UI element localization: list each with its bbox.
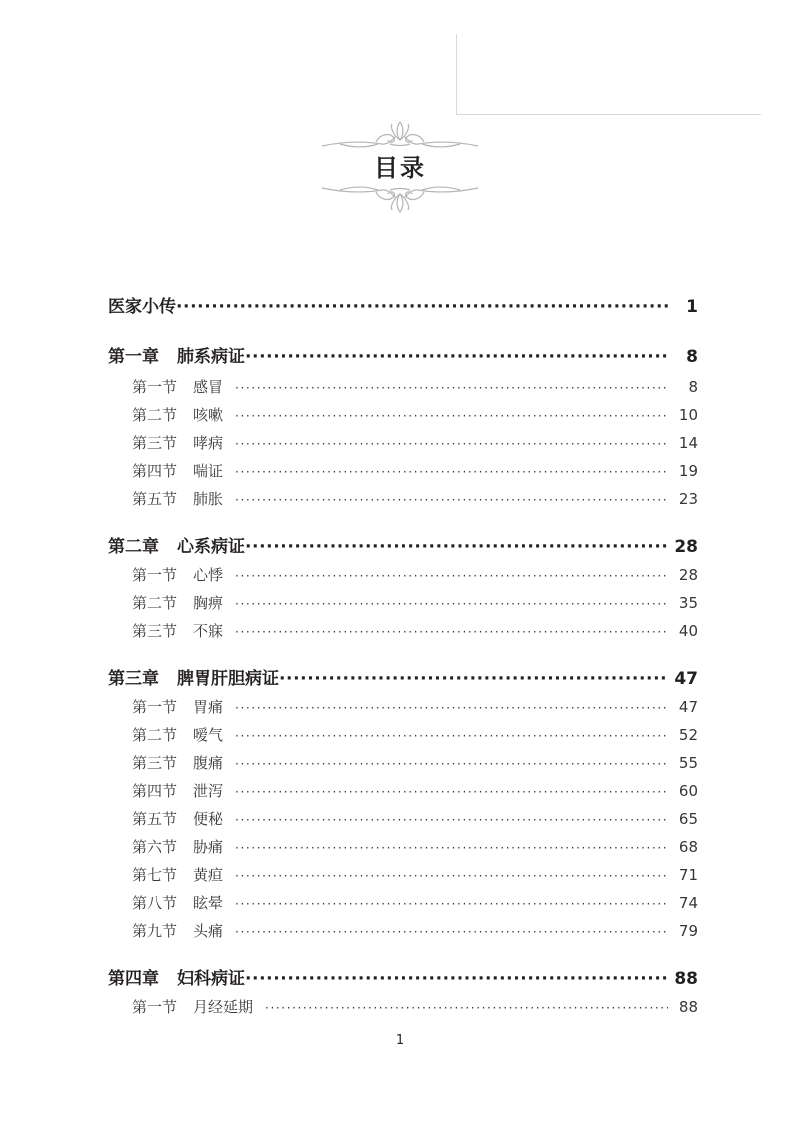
entry-page-number: 74 bbox=[678, 894, 698, 912]
section-number: 第二节 bbox=[132, 594, 178, 612]
entry-page-number: 1 bbox=[686, 297, 698, 317]
entry-title: 月经延期 bbox=[193, 998, 254, 1016]
entry-page-number: 28 bbox=[674, 537, 698, 557]
dot-leader bbox=[235, 782, 668, 800]
section-number: 第七节 bbox=[132, 866, 178, 884]
toc-entry-label bbox=[108, 342, 245, 367]
toc-entry-label bbox=[132, 432, 223, 453]
entry-title: 眩晕 bbox=[193, 894, 224, 912]
entry-title: 感冒 bbox=[193, 378, 224, 396]
toc-section-entry[interactable] bbox=[132, 460, 698, 481]
entry-page-number: 10 bbox=[678, 406, 698, 424]
toc-entry-label bbox=[132, 564, 223, 585]
toc-entry-label bbox=[132, 836, 223, 857]
entry-page-number: 55 bbox=[678, 754, 698, 772]
entry-page-number: 88 bbox=[678, 998, 698, 1016]
entry-page-number: 47 bbox=[674, 669, 698, 689]
dot-leader bbox=[235, 838, 668, 856]
toc-entry-label bbox=[132, 592, 223, 613]
entry-page-number: 8 bbox=[686, 347, 698, 367]
toc-entry-label bbox=[132, 808, 223, 829]
toc-section-entry[interactable] bbox=[132, 836, 698, 857]
section-number: 第二节 bbox=[132, 406, 178, 424]
toc-entry-label bbox=[132, 864, 223, 885]
dot-leader bbox=[235, 922, 668, 940]
toc-entry-label bbox=[132, 892, 223, 913]
toc-section-entry[interactable] bbox=[132, 864, 698, 885]
dot-leader bbox=[245, 537, 668, 557]
toc-section-entry[interactable] bbox=[132, 432, 698, 453]
entry-page-number: 28 bbox=[678, 566, 698, 584]
entry-page-number: 47 bbox=[678, 698, 698, 716]
toc-section-entry[interactable] bbox=[132, 404, 698, 425]
dot-leader bbox=[235, 622, 668, 640]
toc-chapter-entry[interactable] bbox=[108, 342, 698, 367]
dot-leader bbox=[235, 434, 668, 452]
section-number: 第三节 bbox=[132, 754, 178, 772]
dot-leader bbox=[235, 594, 668, 612]
entry-title: 腹痛 bbox=[193, 754, 224, 772]
entry-page-number: 65 bbox=[678, 810, 698, 828]
toc-section-entry[interactable] bbox=[132, 808, 698, 829]
entry-title: 肺系病证 bbox=[177, 347, 245, 367]
corner-frame-decoration bbox=[456, 34, 761, 115]
entry-title: 胁痛 bbox=[193, 838, 224, 856]
entry-page-number: 35 bbox=[678, 594, 698, 612]
toc-entry-label bbox=[132, 460, 223, 481]
entry-title: 心系病证 bbox=[177, 537, 245, 557]
entry-title: 咳嗽 bbox=[193, 406, 224, 424]
page-number: 1 bbox=[395, 1033, 405, 1048]
entry-title: 喘证 bbox=[193, 462, 224, 480]
toc-chapter-entry[interactable] bbox=[108, 964, 698, 989]
entry-page-number: 60 bbox=[678, 782, 698, 800]
toc-entry-label bbox=[108, 964, 245, 989]
section-number: 第一节 bbox=[132, 698, 178, 716]
toc-entry-label bbox=[108, 292, 176, 317]
entry-page-number: 79 bbox=[678, 922, 698, 940]
toc-entry-label bbox=[132, 920, 223, 941]
dot-leader bbox=[235, 698, 668, 716]
section-number: 第二节 bbox=[132, 726, 178, 744]
section-number: 第八节 bbox=[132, 894, 178, 912]
entry-title: 医家小传 bbox=[108, 297, 176, 317]
toc-entry-label bbox=[132, 696, 223, 717]
toc-entry-label bbox=[132, 376, 223, 397]
dot-leader bbox=[235, 866, 668, 884]
toc-entry-label bbox=[132, 620, 223, 641]
toc-section-entry[interactable] bbox=[132, 564, 698, 585]
section-number: 第六节 bbox=[132, 838, 178, 856]
entry-title: 哮病 bbox=[193, 434, 224, 452]
dot-leader bbox=[235, 378, 668, 396]
toc-entry-label bbox=[132, 488, 223, 509]
entry-page-number: 88 bbox=[674, 969, 698, 989]
toc-section-entry[interactable] bbox=[132, 592, 698, 613]
entry-title: 妇科病证 bbox=[177, 969, 245, 989]
toc-section-entry[interactable] bbox=[132, 752, 698, 773]
section-number: 第三节 bbox=[132, 622, 178, 640]
toc-section-entry[interactable] bbox=[132, 696, 698, 717]
toc-section-entry[interactable] bbox=[132, 920, 698, 941]
entry-title: 便秘 bbox=[193, 810, 224, 828]
entry-title: 心悸 bbox=[193, 566, 224, 584]
entry-title: 脾胃肝胆病证 bbox=[177, 669, 279, 689]
entry-page-number: 14 bbox=[678, 434, 698, 452]
dot-leader bbox=[235, 810, 668, 828]
toc-entry-label bbox=[132, 724, 223, 745]
toc-section-entry[interactable] bbox=[132, 996, 698, 1017]
title-block bbox=[300, 118, 500, 218]
toc-chapter-entry[interactable] bbox=[108, 664, 698, 689]
section-number: 第四节 bbox=[132, 782, 178, 800]
dot-leader bbox=[245, 347, 668, 367]
section-number: 第一节 bbox=[132, 566, 178, 584]
chapter-number: 第一章 bbox=[108, 347, 159, 367]
entry-title: 泄泻 bbox=[193, 782, 224, 800]
entry-page-number: 68 bbox=[678, 838, 698, 856]
section-number: 第一节 bbox=[132, 998, 178, 1016]
toc-section-entry[interactable] bbox=[132, 376, 698, 397]
section-number: 第五节 bbox=[132, 810, 178, 828]
entry-page-number: 19 bbox=[678, 462, 698, 480]
entry-page-number: 52 bbox=[678, 726, 698, 744]
entry-title: 头痛 bbox=[193, 922, 224, 940]
page-title: 目录 bbox=[374, 154, 426, 182]
section-number: 第一节 bbox=[132, 378, 178, 396]
toc-entry-label bbox=[108, 664, 279, 689]
dot-leader bbox=[235, 490, 668, 508]
chapter-number: 第四章 bbox=[108, 969, 159, 989]
section-number: 第三节 bbox=[132, 434, 178, 452]
chapter-number: 第二章 bbox=[108, 537, 159, 557]
section-number: 第四节 bbox=[132, 462, 178, 480]
ornament-bottom-icon bbox=[320, 182, 480, 216]
entry-page-number: 40 bbox=[678, 622, 698, 640]
toc-entry-label bbox=[132, 752, 223, 773]
toc-section-entry[interactable] bbox=[132, 724, 698, 745]
toc-entry-label bbox=[132, 780, 223, 801]
toc-section-entry[interactable] bbox=[132, 780, 698, 801]
dot-leader bbox=[235, 726, 668, 744]
entry-title: 胸痹 bbox=[193, 594, 224, 612]
toc-entry-label bbox=[132, 404, 223, 425]
entry-title: 嗳气 bbox=[193, 726, 224, 744]
toc-section-entry[interactable] bbox=[132, 892, 698, 913]
toc-entry-label bbox=[108, 532, 245, 557]
toc-chapter-entry[interactable] bbox=[108, 292, 698, 317]
dot-leader bbox=[235, 406, 668, 424]
entry-page-number: 23 bbox=[678, 490, 698, 508]
dot-leader bbox=[265, 998, 668, 1016]
entry-title: 黄疸 bbox=[193, 866, 224, 884]
dot-leader bbox=[235, 894, 668, 912]
toc-section-entry[interactable] bbox=[132, 620, 698, 641]
section-number: 第五节 bbox=[132, 490, 178, 508]
entry-title: 胃痛 bbox=[193, 698, 224, 716]
section-number: 第九节 bbox=[132, 922, 178, 940]
dot-leader bbox=[245, 969, 668, 989]
entry-title: 不寐 bbox=[193, 622, 224, 640]
dot-leader bbox=[235, 754, 668, 772]
toc-section-entry[interactable] bbox=[132, 488, 698, 509]
ornament-top-icon bbox=[320, 118, 480, 152]
toc-chapter-entry[interactable] bbox=[108, 532, 698, 557]
dot-leader bbox=[235, 462, 668, 480]
dot-leader bbox=[235, 566, 668, 584]
entry-page-number: 8 bbox=[688, 378, 698, 396]
dot-leader bbox=[279, 669, 668, 689]
dot-leader bbox=[176, 297, 668, 317]
chapter-number: 第三章 bbox=[108, 669, 159, 689]
toc-entry-label bbox=[132, 996, 253, 1017]
entry-page-number: 71 bbox=[678, 866, 698, 884]
entry-title: 肺胀 bbox=[193, 490, 224, 508]
